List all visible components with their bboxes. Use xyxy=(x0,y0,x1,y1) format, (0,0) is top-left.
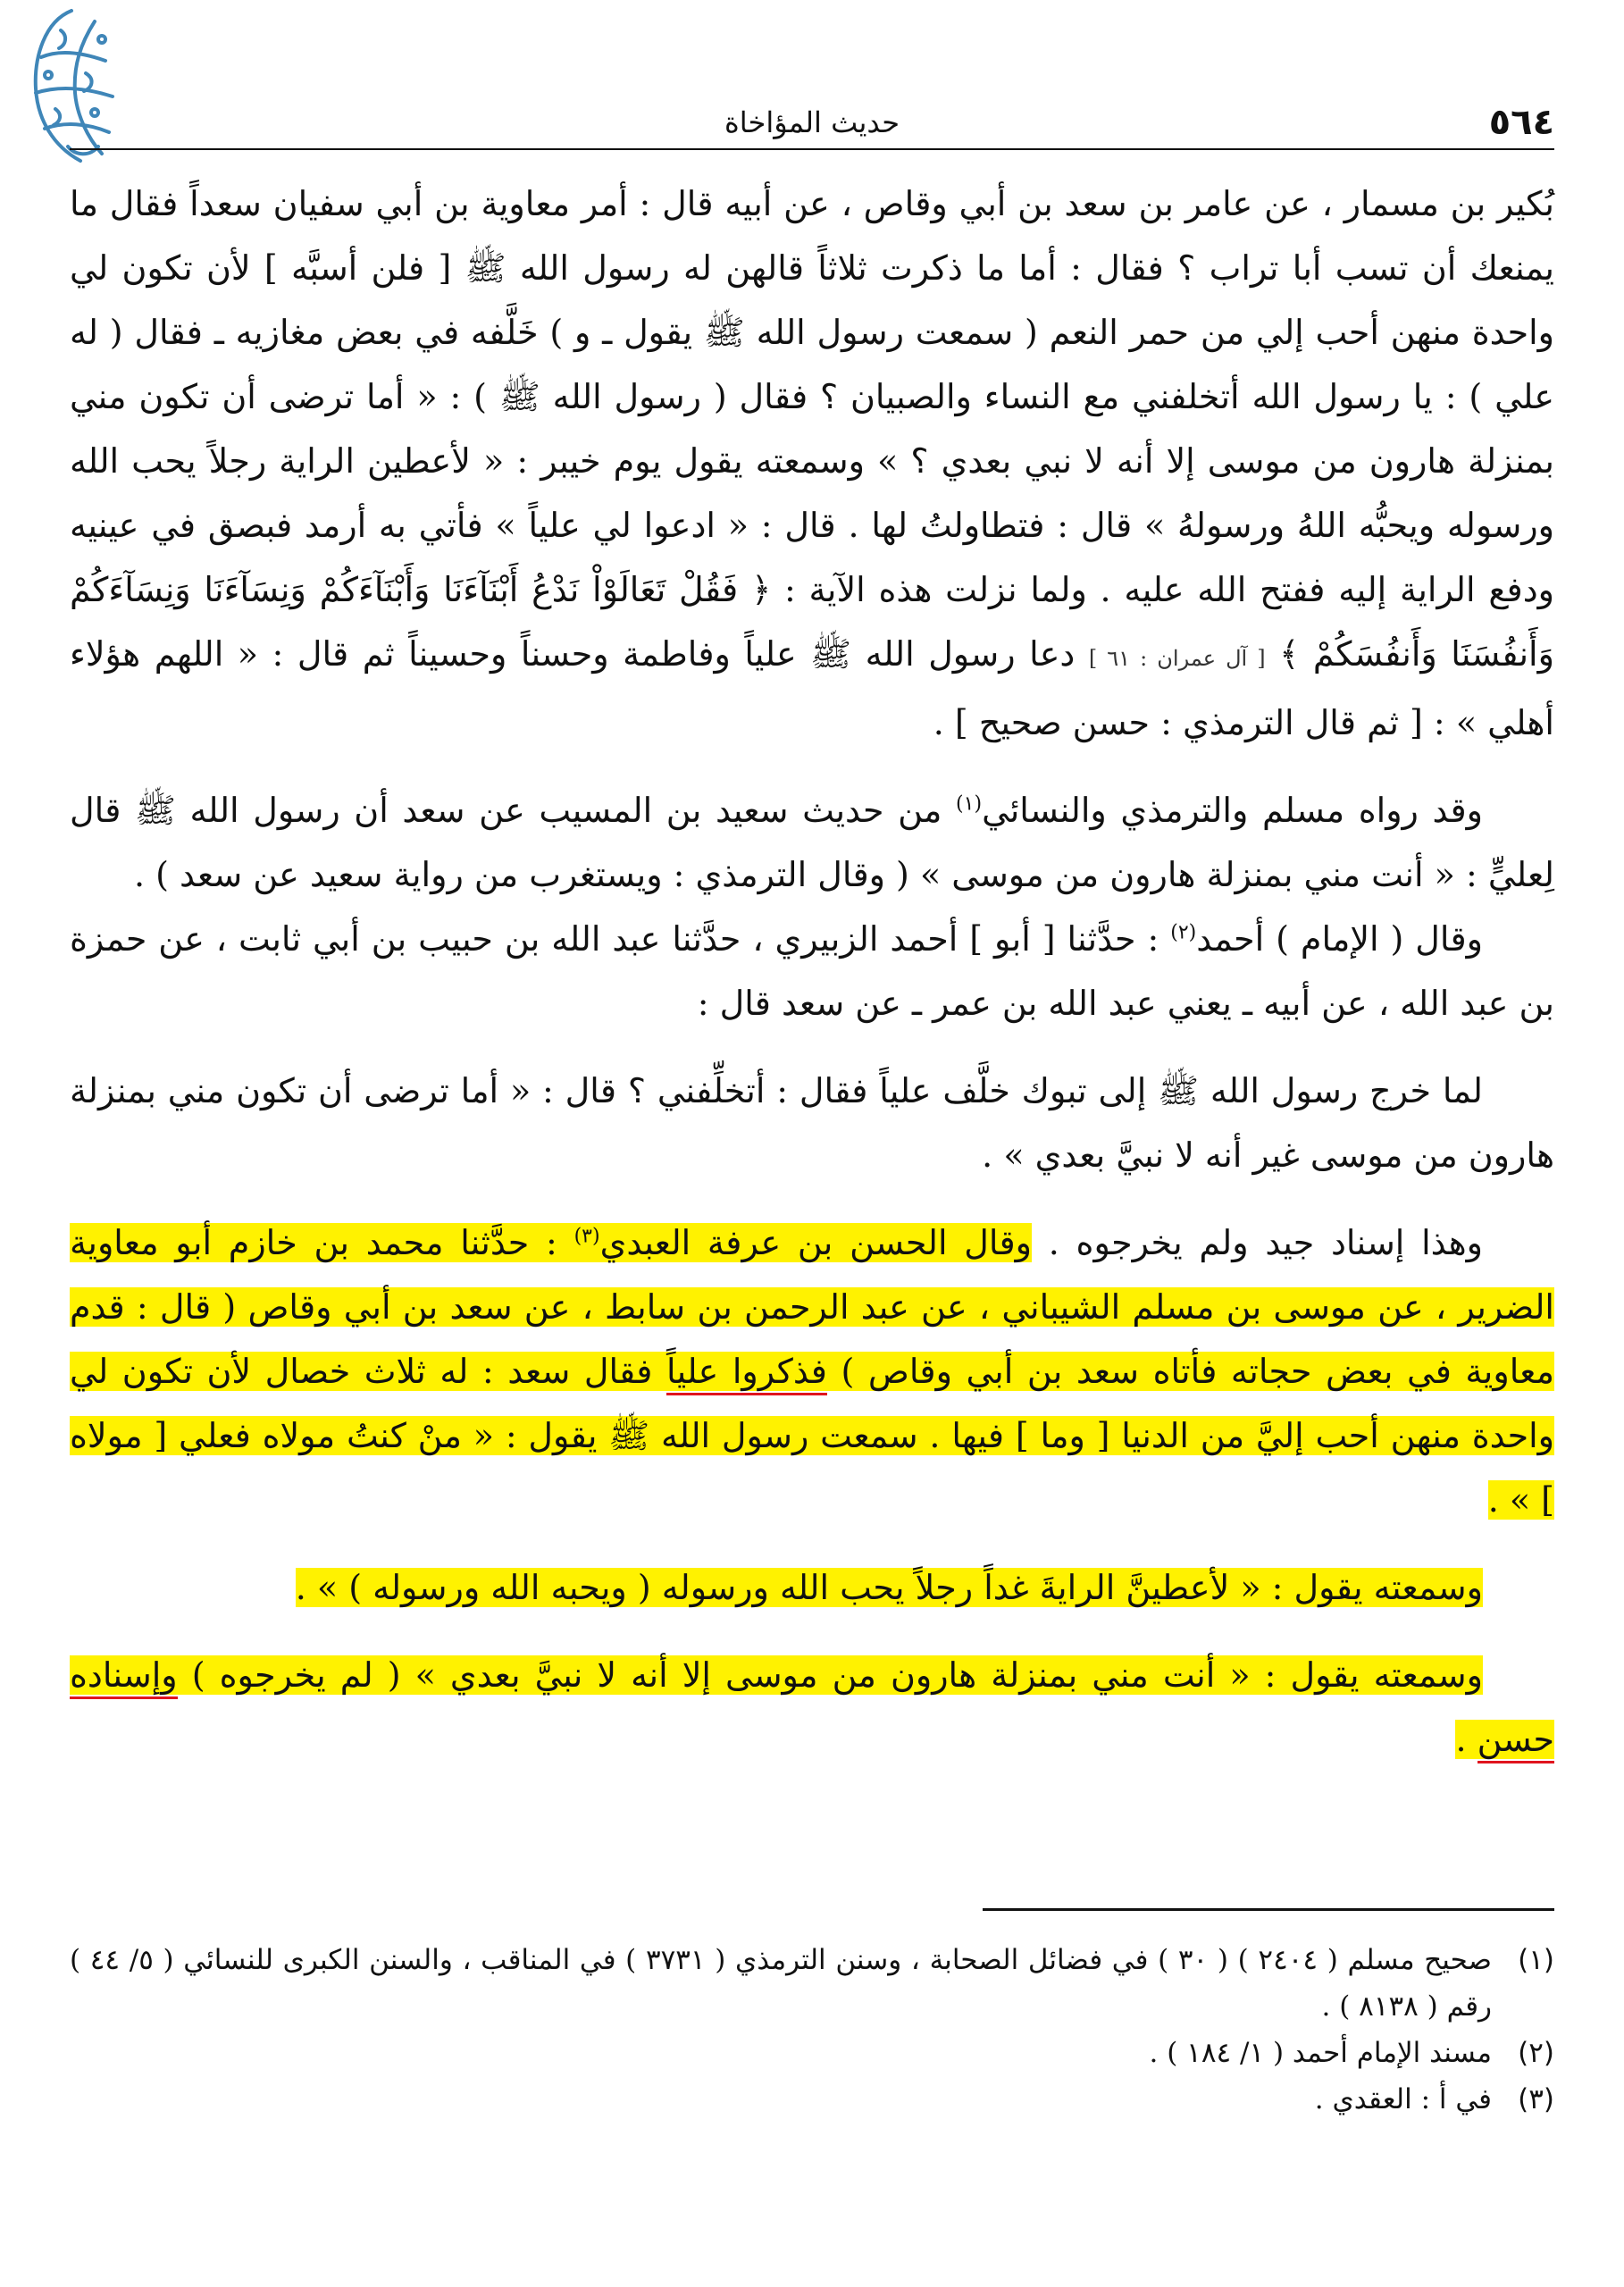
footnote-ref-3[interactable]: (٣) xyxy=(573,1225,600,1248)
running-title: حديث المؤاخاة xyxy=(724,105,900,139)
footnotes xyxy=(70,1937,1554,2123)
paragraph-7 xyxy=(70,1643,1554,1772)
paragraph-2: وقد رواه مسلم والترمذي والنسائي$^{(١)}$ من حديث سعيد بن المسيب عن سعد أن رسول الله ﷺ قال لِعليٍّ : « أنت مني بمنزلة هارون من موسى » ( وقال الترمذي : ويستغرب من رواية سعيد عن سعد ) . xyxy=(70,791,1554,894)
footnote-3 xyxy=(70,2076,1554,2123)
paragraph-1: بُكير بن مسمار ، عن عامر بن سعد بن أبي وقاص ، عن أبيه قال : أمر معاوية بن أبي سفيان سعداً فقال ما يمنعك أن تسب أبا تراب ؟ فقال : أما ما ذكرت ثلاثاً قالهن له رسول الله ﷺ [ فلن أسبَّه ] لأن تكون لي واحدة منهن أحب إلي من حمر النعم ( سمعت رسول الله ﷺ يقول ـ و ) خَلَّفه في بعض مغازيه ـ فقال ( له علي ) : يا رسول الله أتخلفني مع النساء والصبيان ؟ فقال ( رسول الله ﷺ ) : « أما ترضى أن تكون مني بمنزلة هارون من موسى إلا أنه لا نبي بعدي ؟ » وسمعته يقول يوم خيبر : « لأعطين الراية رجلاً يحب الله ورسوله ويحبُّه اللهُ ورسولهُ » قال : فتطاولتُ لها . قال : « ادعوا لي علياً » فأتي به أرمد فبصق في عينيه ودفع الراية إليه ففتح الله عليه . ولما نزلت هذه الآية : ﴿ فَقُلْ تَعَالَوْاْ نَدْعُ أَبْنَآءَنَا وَأَبْنَآءَكُمْ وَنِسَآءَنَا وَنِسَآءَكُمْ وَأَنفُسَنَا وَأَنفُسَكُمْ ﴾ [ آل عمران : ٦١ ] دعا رسول الله ﷺ علياً وفاطمة وحسناً وحسيناً ثم قال : « اللهم هؤلاء أهلي » : [ ثم قال الترمذي : حسن صحيح ] . xyxy=(70,184,1554,742)
paragraph-6 xyxy=(70,1555,1554,1620)
paragraph-3: وقال ( الإمام ) أحمد$^{(٢)}$ : حدَّثنا [ أبو ] أحمد الزبيري ، حدَّثنا عبد الله بن حبيب بن أبي ثابت ، عن حمزة بن عبد الله ، عن أبيه ـ يعني عبد الله بن عمر ـ عن سعد قال : xyxy=(70,919,1554,1023)
quran-verse: ﴿ فَقُلْ تَعَالَوْاْ نَدْعُ أَبْنَآءَنَا وَأَبْنَآءَكُمْ وَنِسَآءَنَا وَنِسَآءَكُمْ وَأَنفُسَنَا وَأَنفُسَكُمْ ﴾ xyxy=(70,570,1554,674)
highlighted-passage: وسمعته يقول : « أنت مني بمنزلة هارون من موسى إلا أنه لا نبيَّ بعدي » ( لم يخرجوه ) وإسناده حسن . xyxy=(70,1655,1554,1759)
paragraph-5: وهذا إسناد جيد ولم يخرجوه . وقال الحسن بن عرفة العبدي$^{(٣)}$ : حدَّثنا محمد بن خازم أبو معاوية الضرير ، عن موسى بن مسلم الشيباني ، عن عبد الرحمن بن سابط ، عن سعد بن أبي وقاص ( قال : قدم معاوية في بعض حجاته فأتاه سعد بن أبي وقاص ) فذكروا علياً فقال سعد : له ثلاث خصال لأن تكون لي واحدة منهن أحب إليَّ من الدنيا [ وما ] فيها . سمعت رسول الله ﷺ يقول : « منْ كنتُ مولاه فعلي [ مولاه ] » . xyxy=(70,1223,1554,1520)
underlined-phrase: فذكروا علياً xyxy=(666,1352,827,1395)
footnote-text: صحيح مسلم ( ٢٤٠٤ ) ( ٣٠ ) في فضائل الصحابة ، وسنن الترمذي ( ٣٧٣١ ) في المناقب ، والسنن الكبرى للنسائي ( ٥/ ٤٤ ) رقم ( ٨١٣٨ ) . xyxy=(70,1944,1492,2023)
verse-reference: [ آل عمران : ٦١ ] xyxy=(1088,646,1266,671)
footnote-separator xyxy=(983,1908,1554,1911)
paragraph-4: لما خرج رسول الله ﷺ إلى تبوك خلَّف علياً فقال : أتخلِّفني ؟ قال : « أما ترضى أن تكون مني بمنزلة هارون من موسى غير أنه لا نبيَّ بعدي » . xyxy=(70,1071,1554,1175)
footnote-2 xyxy=(70,2030,1554,2076)
footnote-text: في أ : العقدي . xyxy=(1314,2083,1492,2115)
footnote-number: (٣) xyxy=(1518,2083,1554,2115)
highlighted-passage: وسمعته يقول : « لأعطينَّ الرايةَ غداً رجلاً يحب الله ورسوله ( ويحبه الله ورسوله ) » . xyxy=(295,1568,1483,1607)
running-header xyxy=(70,98,1554,150)
footnote-ref-2[interactable]: (٢) xyxy=(1170,921,1197,944)
footnote-text: مسند الإمام أحمد ( ١/ ١٨٤ ) . xyxy=(1149,2037,1492,2069)
highlighted-passage: وقال الحسن بن عرفة العبدي$^{(٣)}$ : حدَّثنا محمد بن خازم أبو معاوية الضرير ، عن موسى بن مسلم الشيباني ، عن عبد الرحمن بن سابط ، عن سعد بن أبي وقاص ( قال : قدم معاوية في بعض حجاته فأتاه سعد بن أبي وقاص ) فذكروا علياً فقال سعد : له ثلاث خصال لأن تكون لي واحدة منهن أحب إليَّ من الدنيا [ وما ] فيها . سمعت رسول الله ﷺ يقول : « منْ كنتُ مولاه فعلي [ مولاه ] » . xyxy=(70,1223,1554,1520)
underlined-phrase: وإسناده حسن xyxy=(70,1655,1554,1763)
main-text xyxy=(70,172,1554,1772)
footnote-number: (١) xyxy=(1518,1944,1554,1976)
footnote-1 xyxy=(70,1937,1554,2030)
footnote-ref-1[interactable]: (١) xyxy=(956,792,983,816)
footnote-number: (٢) xyxy=(1518,2037,1554,2069)
page-number: ٥٦٤ xyxy=(1488,102,1554,143)
